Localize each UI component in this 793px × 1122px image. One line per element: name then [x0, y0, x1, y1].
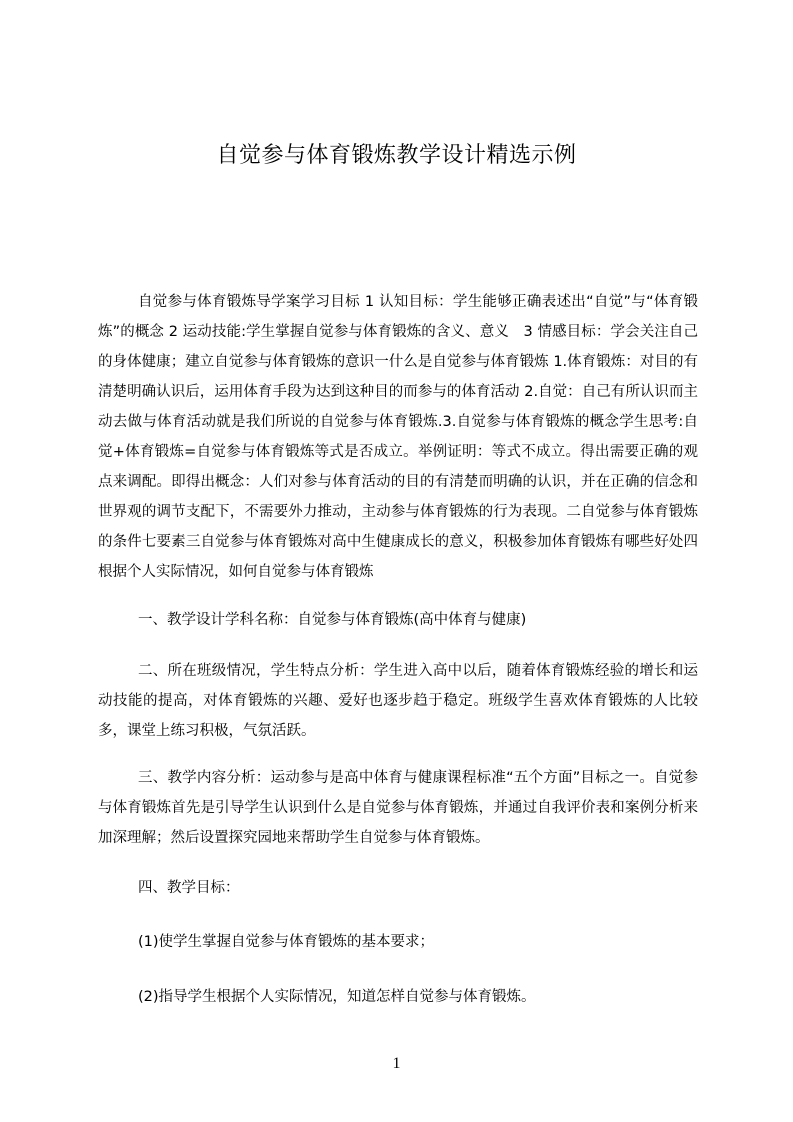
paragraph-goal-2: (2)指导学生根据个人实际情况，知道怎样自觉参与体育锻炼。 [138, 989, 536, 1005]
paragraph-study-plan: 自觉参与体育锻炼导学案学习目标 1 认知目标：学生能够正确表述出“自觉”与“体育锻炼”的概念 2 运动技能:学生掌握自觉参与体育锻炼的含义、意义 3 情感目标：学会关注自己的身体健康；建立自觉参与体育锻炼的意识一什么是自觉参与体育锻炼 1.体育锻炼：对目的有清楚明确认识后，运用体育手段为达到这种目的而参与的体育活动 2.自觉：自己有所认识而主动去做与体育活动就是我们所说的自觉参与体育锻炼.3.自觉参与体育锻炼的概念学生思考:自觉+体育锻炼=自觉参与体育锻炼等式是否成立。举例证明：等式不成立。得出需要正确的观点来调配。即得出概念：人们对参与体育活动的目的有清楚而明确的认识，并在正确的信念和世界观的调节支配下，不需要外力推动，主动参与体育锻炼的行为表现。二自觉参与体育锻炼的条件七要素三自觉参与体育锻炼对高中生健康成长的意义，积极参加体育锻炼有哪些好处四根据个人实际情况，如何自觉参与体育锻炼 [98, 294, 698, 580]
paragraph-teaching-goals-heading: 四、教学目标： [138, 880, 240, 896]
document-title: 自觉参与体育锻炼教学设计精选示例 [216, 143, 577, 168]
paragraph-subject-name: 一、教学设计学科名称：自觉参与体育锻炼(高中体育与健康) [138, 612, 527, 628]
page-number: 1 [392, 1055, 401, 1072]
paragraph-goal-1: (1)使学生掌握自觉参与体育锻炼的基本要求； [138, 934, 435, 950]
paragraph-content-analysis: 三、教学内容分析：运动参与是高中体育与健康课程标准“五个方面”目标之一。自觉参与体育锻炼首先是引导学生认识到什么是自觉参与体育锻炼，并通过自我评价表和案例分析来加深理解；然后设置探究园地来帮助学生自觉参与体育锻炼。 [98, 770, 698, 846]
paragraph-class-analysis: 二、所在班级情况，学生特点分析：学生进入高中以后，随着体育锻炼经验的增长和运动技能的提高，对体育锻炼的兴趣、爱好也逐步趋于稳定。班级学生喜欢体育锻炼的人比较多，课堂上练习积极，气氛活跃。 [98, 663, 698, 739]
